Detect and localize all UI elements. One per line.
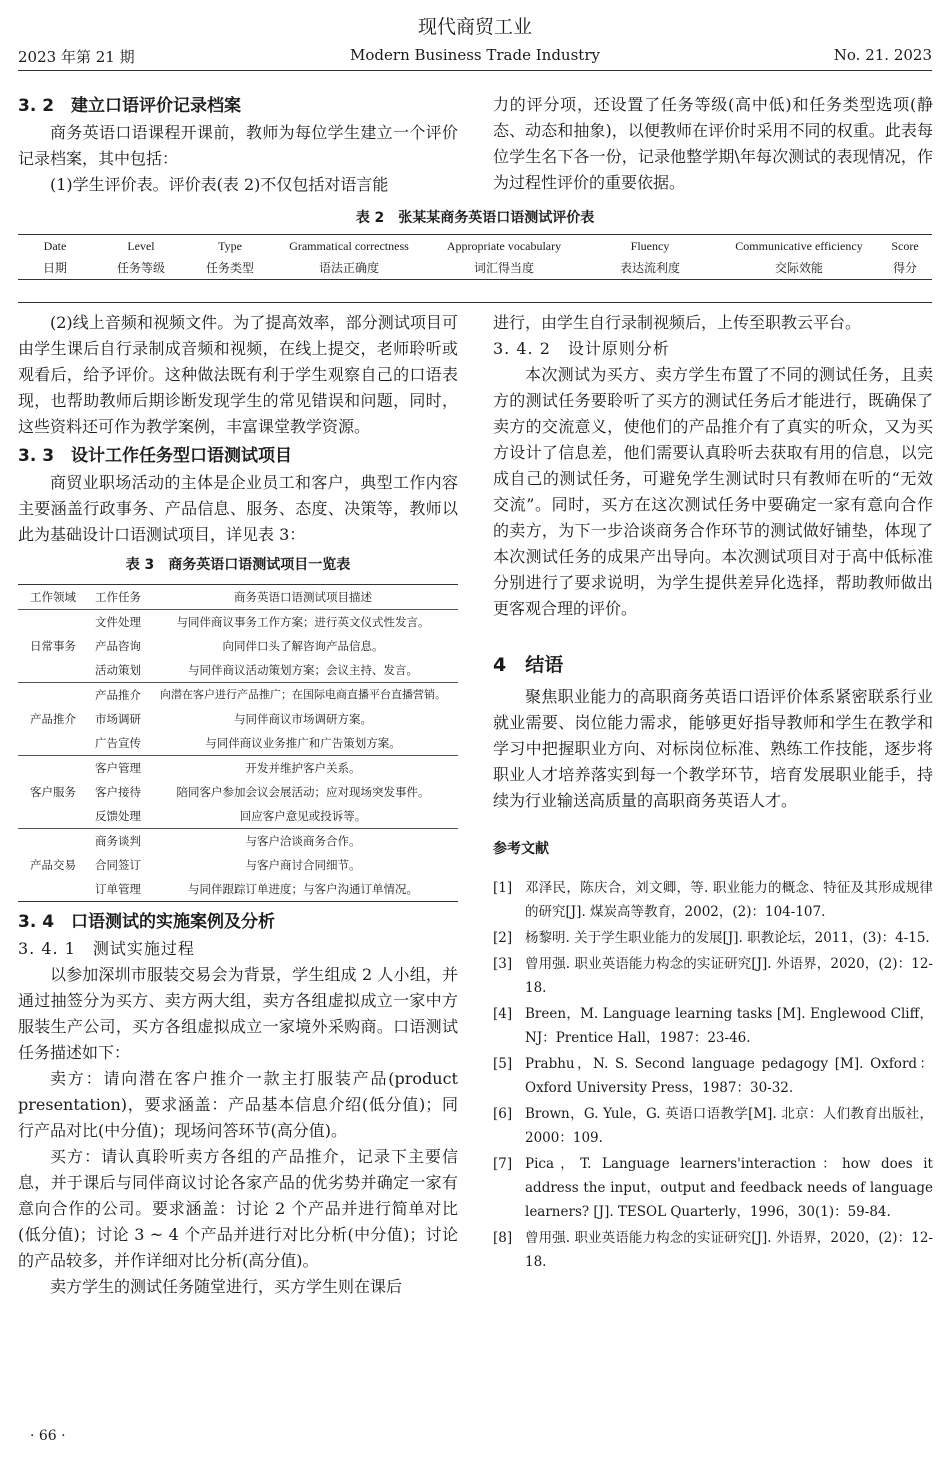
heading-4: 4 结语 xyxy=(493,654,564,676)
table3-head-cell: 工作任务 xyxy=(95,590,141,604)
reference-number: [7] xyxy=(493,1156,513,1172)
section-3-2 xyxy=(18,92,458,198)
paragraph: (1)学生评价表。评价表(表 2)不仅包括对语言能 xyxy=(50,175,389,194)
table2-empty-row xyxy=(18,280,932,303)
paragraph: 商贸业职场活动的主体是企业员工和客户，典型工作内容主要涵盖行政事务、产品信息、服务、态度、决策等，教师以此为基础设计口语测试项目，详见表 3： xyxy=(18,473,458,544)
journal-title: 现代商贸工业 xyxy=(417,16,532,38)
table3-desc: 向潜在客户进行产品推广；在国际电商直播平台直播营销。 xyxy=(148,683,458,708)
paragraph: 力的评分项，还设置了任务等级(高中低)和任务类型选项(静态、动态和抽象)，以便教师在评价时采用不同的权重。此表每位学生名下各一份，记录他整学期\年每次测试的表现情况，作为过程性评价的重要依据。 xyxy=(493,95,933,192)
table3-header xyxy=(18,585,458,610)
reference-text: 曾用强. 职业英语能力构念的实证研究[J]. 外语界，2020，(2)：12-18. xyxy=(525,956,933,996)
reference-text: Brown，G. Yule，G. 英语口语教学[M]. 北京：人们教育出版社，2000：109. xyxy=(525,1106,933,1146)
table3-task: 广告宣传 xyxy=(95,736,141,750)
table3-domain: 产品交易 xyxy=(18,829,88,902)
reference-number: [5] xyxy=(493,1056,513,1072)
heading-3-2: 3. 2 建立口语评价记录档案 xyxy=(18,96,242,116)
section-3-2-cont xyxy=(493,92,933,196)
paragraph: 买方：请认真聆听卖方各组的产品推介，记录下主要信息，并于课后与同伴商议讨论各家产品的优劣势并确定一家有意向合作的公司。要求涵盖：讨论 2 个产品并进行简单对比(低分值)；讨论 3 ~ 4 个产品并进行对比分析(中分值)；讨论的产品较多，并作详细对比分析(高分值)。 xyxy=(18,1147,458,1270)
table2-cell: 日期 xyxy=(42,261,67,275)
reference-number: [8] xyxy=(493,1230,513,1246)
table2-cell: 任务等级 xyxy=(116,261,165,275)
references-list xyxy=(493,876,933,1274)
reference-item xyxy=(493,876,933,924)
journal-title-en: Modern Business Trade Industry xyxy=(350,46,600,64)
table3-task: 客户管理 xyxy=(88,756,148,781)
table3-desc: 与客户洽谈商务合作。 xyxy=(148,829,458,854)
reference-number: [2] xyxy=(493,930,513,946)
header-rule xyxy=(18,70,932,71)
table2-cell: Grammatical correctness xyxy=(289,239,409,253)
table2-cell: Communicative efficiency xyxy=(735,239,863,253)
table3-task: 客户接待 xyxy=(95,785,141,799)
heading-3-4-1: 3. 4. 1 测试实施过程 xyxy=(18,939,195,958)
reference-item xyxy=(493,1002,933,1050)
table2-cell: 表达流利度 xyxy=(619,261,680,275)
heading-3-3: 3. 3 设计工作任务型口语测试项目 xyxy=(18,446,293,466)
table2-cell: 得分 xyxy=(892,261,917,275)
table3-desc: 回应客户意见或投诉等。 xyxy=(239,809,367,823)
table3-desc: 与同伴商议活动策划方案；会议主持、发言。 xyxy=(188,663,418,677)
table2-cell: Level xyxy=(127,239,155,253)
table3-domain: 日常事务 xyxy=(18,610,88,683)
table2-cell: 词汇得当度 xyxy=(473,261,534,275)
table3-row xyxy=(18,683,458,708)
table3-desc: 与同伴跟踪订单进度；与客户沟通订单情况。 xyxy=(188,882,418,896)
reference-number: [6] xyxy=(493,1106,513,1122)
table3-task: 产品咨询 xyxy=(95,639,141,653)
paragraph: 卖方：请向潜在客户推介一款主打服装产品(product presentation)，要求涵盖：产品基本信息介绍(低分值)；同行产品对比(中分值)；现场问答环节(高分值)。 xyxy=(18,1069,458,1140)
table3-caption: 表 3 商务英语口语测试项目一览表 xyxy=(125,557,351,573)
paragraph: 以参加深圳市服装交易会为背景，学生组成 2 人小组，并通过抽签分为买方、卖方两大组，卖方各组虚拟成立一家中方服装生产公司，买方各组虚拟成立一家境外采购商。口语测试任务描述如下： xyxy=(18,965,458,1062)
reference-item xyxy=(493,1052,933,1100)
reference-text: 杨黎明. 关于学生职业能力的发展[J]. 职教论坛，2011，(3)：4-15. xyxy=(525,930,930,946)
table2-header-zh xyxy=(18,257,932,280)
reference-text: 邓泽民，陈庆合，刘文卿，等. 职业能力的概念、特征及其形成规律的研究[J]. 煤炭高等教育，2002，(2)：104-107. xyxy=(525,880,933,920)
table3-row xyxy=(18,610,458,635)
paragraph: (2)线上音频和视频文件。为了提高效率，部分测试项目可由学生课后自行录制成音频和视频，在线上提交，老师聆听或观看后，给予评价。这种做法既有利于学生观察自己的口语表现，也帮助教师后期诊断发现学生的常见错误和问题，同时，这些资料还可作为教学案例，丰富课堂教学资源。 xyxy=(18,313,458,436)
reference-text: Breen，M. Language learning tasks [M]. Englewood Cliff，NJ：Prentice Hall，1987：23-46. xyxy=(525,1006,933,1046)
table3-desc: 与同伴商议市场调研方案。 xyxy=(234,712,372,726)
paragraph: 聚焦职业能力的高职商务英语口语评价体系紧密联系行业就业需要、岗位能力需求，能够更好指导教师和学生在教学和学习中把握职业方向、对标岗位标准、熟练工作技能，逐步将职业人才培养落实到每一个教学环节，培育发展职业能手，持续为行业输送高质量的高职商务英语人才。 xyxy=(493,687,933,810)
right-column xyxy=(493,310,933,1276)
table3-task: 活动策划 xyxy=(95,663,141,677)
table2 xyxy=(18,234,932,303)
table3-desc: 陪同客户参加会议会展活动；应对现场突发事件。 xyxy=(176,785,430,799)
reference-number: [3] xyxy=(493,956,513,972)
table3-task: 市场调研 xyxy=(95,712,141,726)
reference-item xyxy=(493,952,933,1000)
table2-cell: Fluency xyxy=(630,239,670,253)
reference-text: 曾用强. 职业英语能力构念的实证研究[J]. 外语界，2020，(2)：12-18. xyxy=(525,1230,933,1270)
table3-domain: 客户服务 xyxy=(18,756,88,829)
reference-item xyxy=(493,1226,933,1274)
issue-number: No. 21. 2023 xyxy=(833,46,932,64)
table2-cell: 交际效能 xyxy=(774,261,823,275)
table2-header-en xyxy=(18,235,932,258)
page-number: · 66 · xyxy=(30,1428,66,1444)
table2-cell: Score xyxy=(891,239,919,253)
table3 xyxy=(18,584,458,902)
table2-cell: Type xyxy=(218,239,242,253)
reference-text: Pica，T. Language learners'interaction：how does it address the input，output and feedback needs of language learners? [J]. TESOL Quarterly，1996，30(1)：59-84. xyxy=(525,1156,933,1220)
table3-desc: 与客户商讨合同细节。 xyxy=(245,858,361,872)
paragraph: 卖方学生的测试任务随堂进行，买方学生则在课后 xyxy=(50,1277,403,1296)
table3-task: 文件处理 xyxy=(88,610,148,635)
table2-cell: 语法正确度 xyxy=(318,261,379,275)
left-column xyxy=(18,310,458,1300)
table3-row xyxy=(18,756,458,781)
table2-cell: 任务类型 xyxy=(205,261,254,275)
table3-task: 合同签订 xyxy=(95,858,141,872)
paragraph: 商务英语口语课程开课前，教师为每位学生建立一个评价记录档案，其中包括： xyxy=(18,123,458,168)
reference-text: Prabhu，N. S. Second language pedagogy [M]. Oxford：Oxford University Press，1987：30-32. xyxy=(525,1056,933,1096)
issue-label: 2023 年第 21 期 xyxy=(18,48,135,66)
table2-cell: Appropriate vocabulary xyxy=(446,239,562,253)
table3-task: 商务谈判 xyxy=(88,829,148,854)
table2-cell: Date xyxy=(43,239,67,253)
table3-head-cell: 工作领域 xyxy=(30,590,76,604)
table3-domain: 产品推介 xyxy=(18,683,88,756)
table3-head-cell: 商务英语口语测试项目描述 xyxy=(234,590,372,604)
reference-number: [4] xyxy=(493,1006,513,1022)
heading-3-4: 3. 4 口语测试的实施案例及分析 xyxy=(18,912,276,932)
table3-task: 订单管理 xyxy=(95,882,141,896)
table3-desc: 向同伴口头了解咨询产品信息。 xyxy=(222,639,384,653)
table3-desc: 与同伴商议事务工作方案；进行英文仪式性发言。 xyxy=(148,610,458,635)
paragraph: 本次测试为买方、卖方学生布置了不同的测试任务，且卖方的测试任务要聆听了买方的测试任务后才能进行，既确保了卖方的交流意义，使他们的产品推介有了真实的听众，又为买方设计了信息差，他们需要认真聆听去获取有用的信息，以完成自己的测试任务，可避免学生测试时只有教师在听的“无效交流”。同时，买方在这次测试任务中要确定一家有意向合作的卖方，为下一步洽谈商务合作环节的测试做好铺垫，体现了本次测试任务的成果产出导向。本次测试项目对于高中低标准分别进行了要求说明，为学生提供差异化选择，帮助教师做出更客观合理的评价。 xyxy=(493,365,933,618)
reference-item xyxy=(493,1102,933,1150)
table3-desc: 开发并维护客户关系。 xyxy=(148,756,458,781)
heading-3-4-2: 3. 4. 2 设计原则分析 xyxy=(493,339,670,358)
table2-caption: 表 2 张某某商务英语口语测试评价表 xyxy=(355,210,595,226)
table3-task: 反馈处理 xyxy=(95,809,141,823)
table3-task: 产品推介 xyxy=(88,683,148,708)
paragraph: 进行，由学生自行录制视频后，上传至职教云平台。 xyxy=(493,313,862,332)
reference-item xyxy=(493,1152,933,1224)
references-title: 参考文献 xyxy=(493,841,549,857)
table3-row xyxy=(18,829,458,854)
table3-desc: 与同伴商议业务推广和广告策划方案。 xyxy=(205,736,401,750)
reference-number: [1] xyxy=(493,880,513,896)
reference-item xyxy=(493,926,933,950)
